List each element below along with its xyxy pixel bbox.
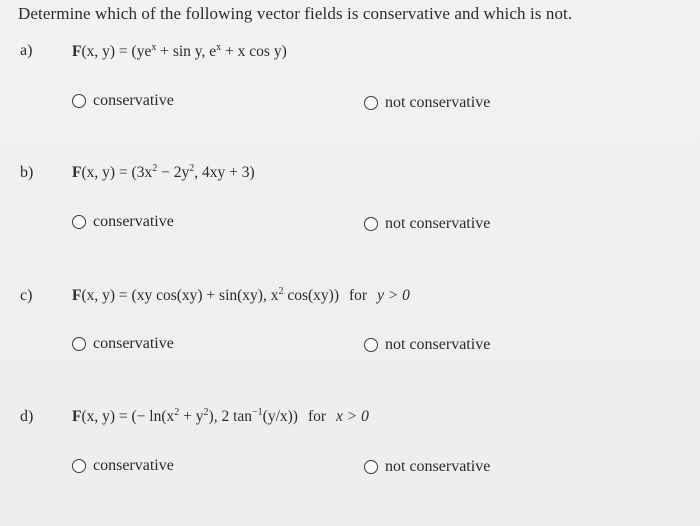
- radio-button-icon[interactable]: [364, 96, 378, 110]
- radio-button-icon[interactable]: [72, 215, 86, 229]
- option-label: not conservative: [385, 458, 491, 475]
- question-a-formula: F(x, $y) = (ye^x + \sin y$, $e^x + x$ cos y): [72, 42, 287, 60]
- question-a-option-conservative[interactable]: [72, 92, 174, 110]
- option-label: conservative: [93, 457, 174, 474]
- question-b-formula: F(x, $y) = (3x^2 - 2y^2$, 4xy + 3): [72, 163, 255, 181]
- radio-button-icon[interactable]: [72, 337, 86, 351]
- option-label: conservative: [93, 213, 174, 230]
- option-label: not conservative: [385, 94, 491, 111]
- radio-button-icon[interactable]: [72, 459, 86, 473]
- question-b-option-not-conservative[interactable]: [364, 215, 490, 233]
- question-c-option-conservative[interactable]: [72, 335, 174, 353]
- option-label: not conservative: [385, 215, 491, 232]
- question-a-label: a): [20, 42, 33, 59]
- radio-button-icon[interactable]: [364, 217, 378, 231]
- question-prompt: Determine which of the following vector fields is conservative and which is not.: [18, 4, 573, 23]
- question-d-option-conservative[interactable]: [72, 457, 174, 475]
- question-b-label: b): [20, 164, 34, 181]
- question-d-label: d): [20, 408, 34, 425]
- question-c-label: c): [20, 287, 33, 304]
- radio-button-icon[interactable]: [364, 338, 378, 352]
- option-label: conservative: [93, 335, 174, 352]
- option-label: conservative: [93, 92, 174, 109]
- question-b-option-conservative[interactable]: [72, 213, 174, 231]
- question-a-option-not-conservative[interactable]: [364, 94, 490, 112]
- question-c-option-not-conservative[interactable]: [364, 336, 490, 354]
- question-d-formula: F(x, y) = (− $\ln(x^2 + y^2)$, 2 $\tan^{-1}(y/x)$) for x > 0: [72, 407, 369, 425]
- question-d-option-not-conservative[interactable]: [364, 458, 490, 476]
- radio-button-icon[interactable]: [364, 460, 378, 474]
- option-label: not conservative: [385, 336, 491, 353]
- radio-button-icon[interactable]: [72, 94, 86, 108]
- question-c-formula: F(x, y) = (xy cos(xy) + sin(xy), $x^2$ cos(xy)) for y > 0: [72, 286, 410, 304]
